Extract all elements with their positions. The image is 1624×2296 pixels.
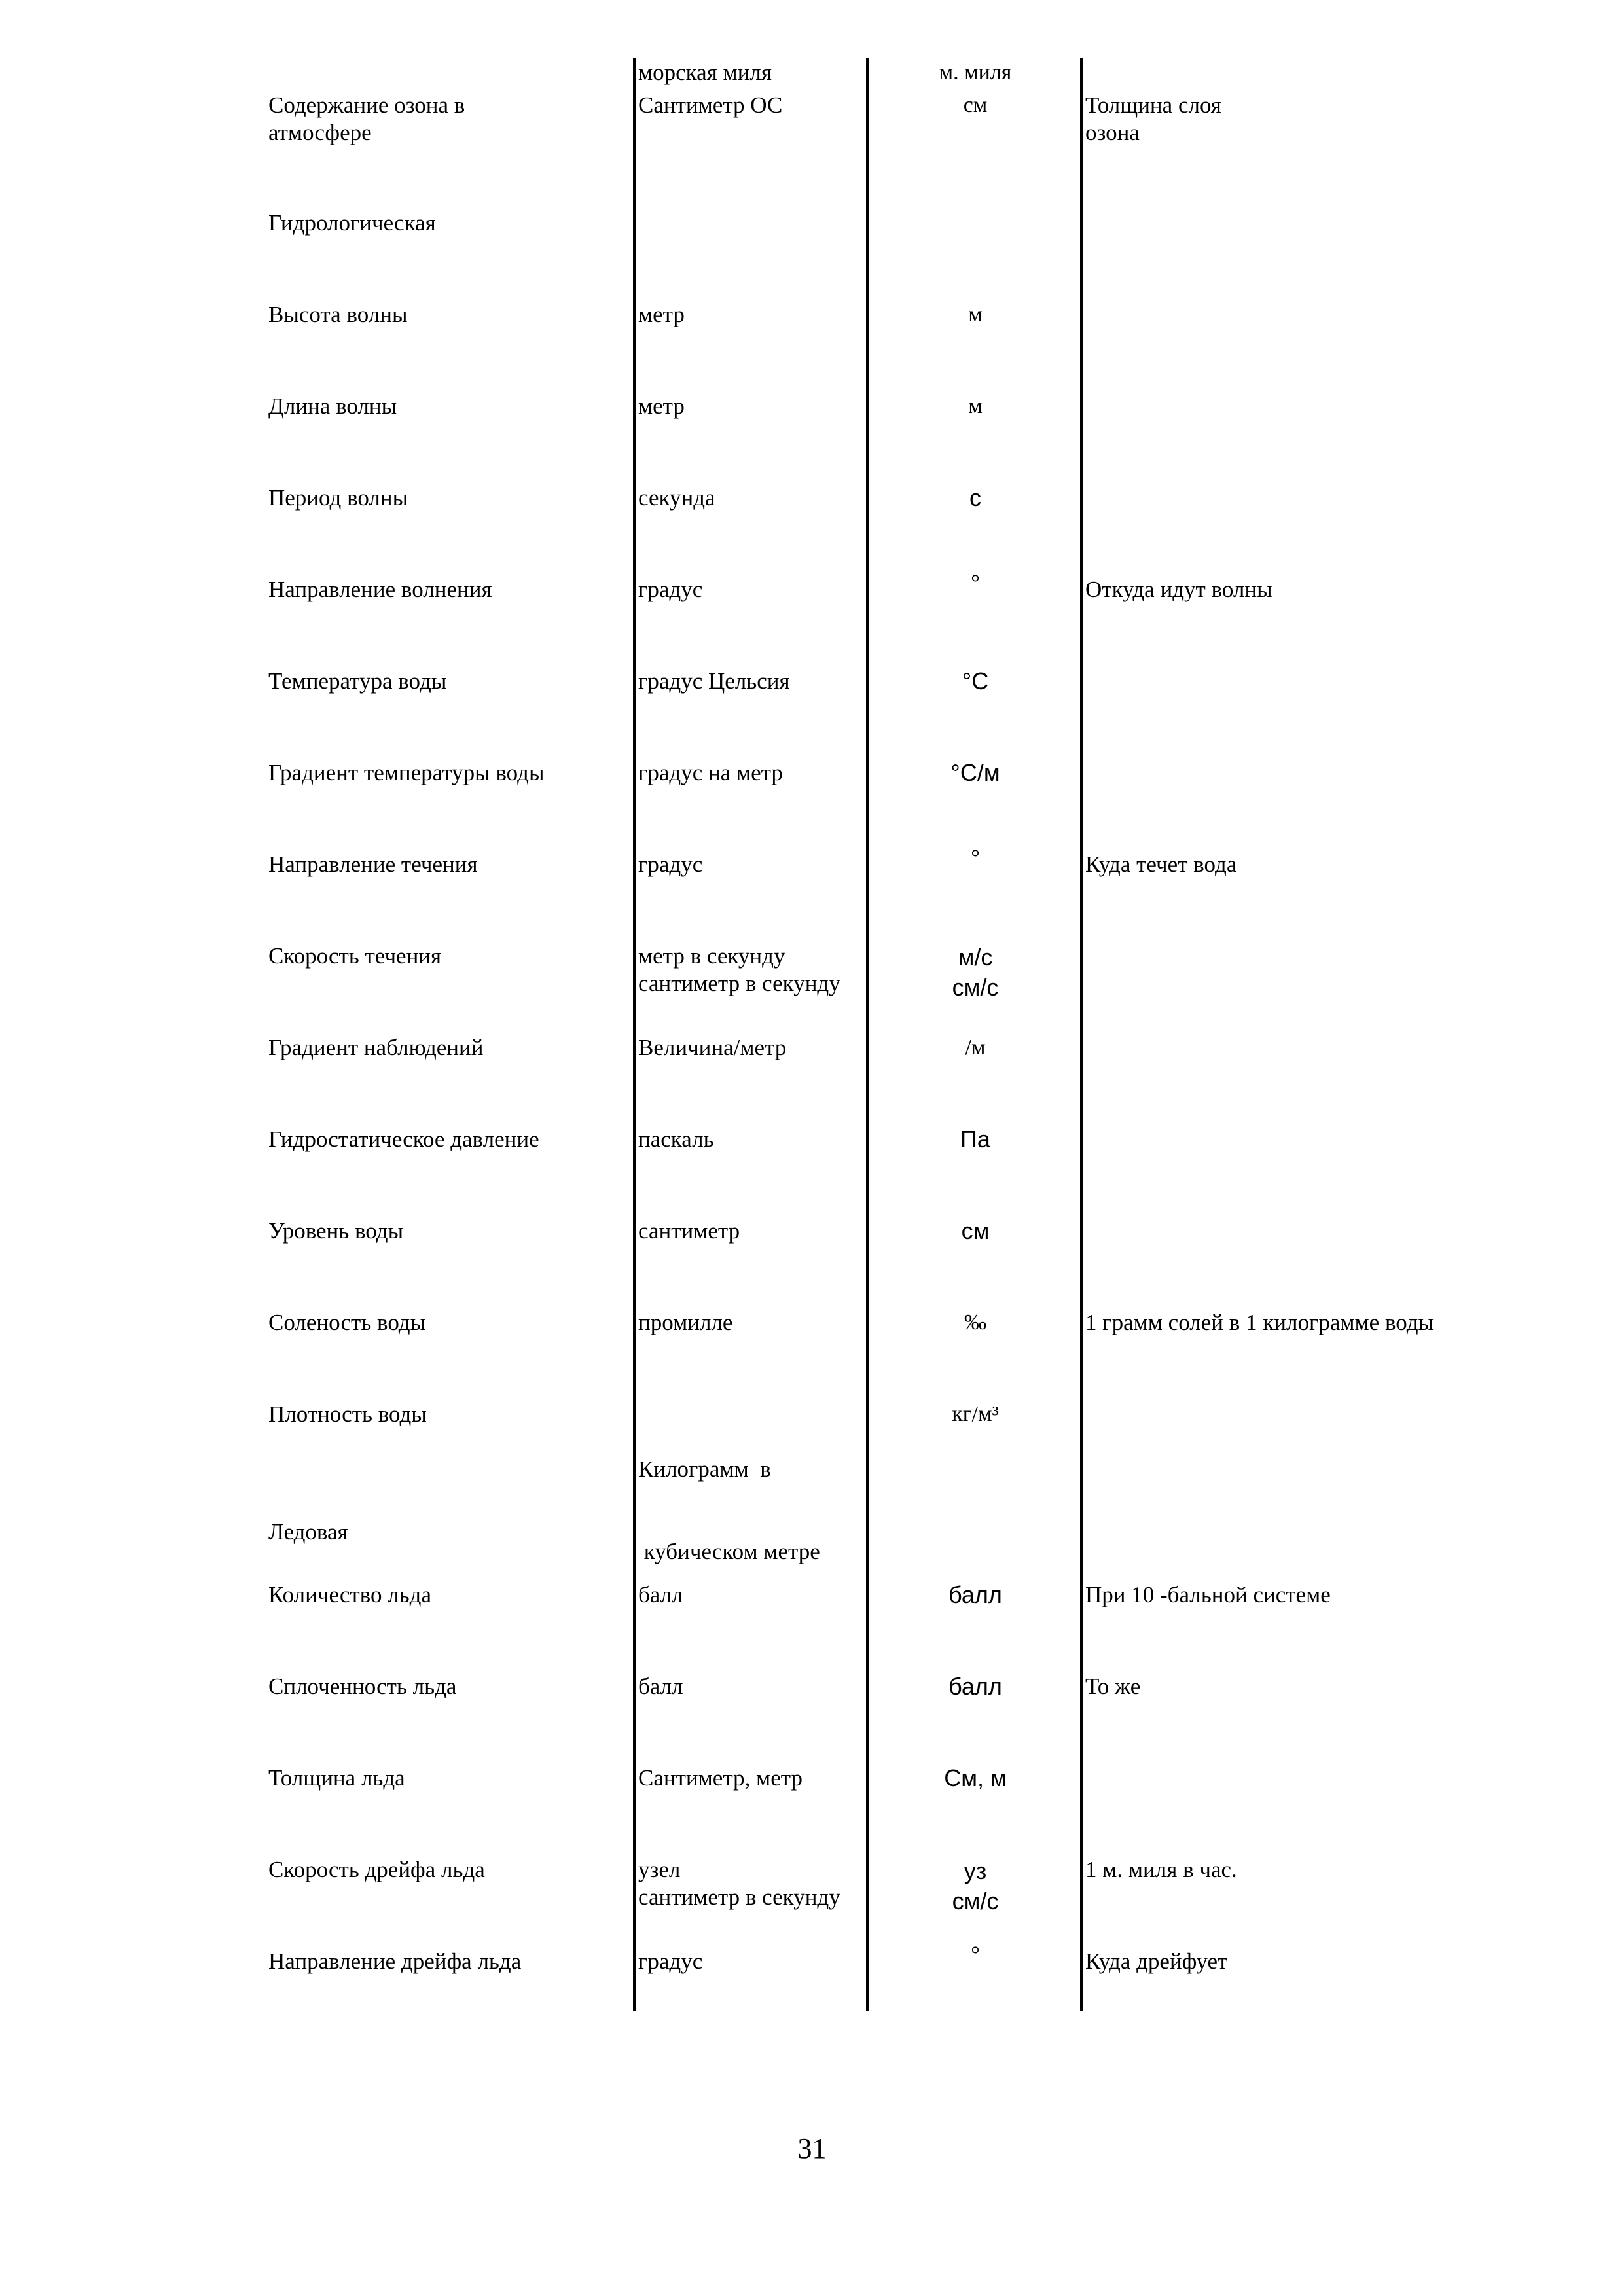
note-cell: При 10 -бальной системе (1085, 1582, 1331, 1607)
symbol-cell: кг/м³ (952, 1402, 999, 1426)
column-rule-1 (633, 58, 636, 2011)
parameter-cell: Содержание озона в атмосфере (268, 92, 465, 145)
symbol-cell: см (961, 1217, 990, 1244)
unit-cell: Килограмм в кубическом метре (638, 1456, 820, 1564)
unit-cell: балл (638, 1674, 683, 1699)
parameter-cell: Направление волнения (268, 577, 492, 602)
parameter-cell: Скорость течения (268, 943, 442, 969)
symbol-cell: м/с см/с (952, 944, 999, 1001)
symbol-cell: См, м (944, 1765, 1007, 1791)
symbol-cell: ‰ (964, 1310, 986, 1335)
note-cell: Куда дрейфует (1085, 1948, 1228, 1974)
unit-cell: узел сантиметр в секунду (638, 1857, 840, 1910)
column-rule-3 (1080, 58, 1083, 2011)
unit-cell: промилле (638, 1310, 733, 1335)
symbol-cell: м. миля (939, 60, 1012, 84)
note-cell: Куда течет вода (1085, 852, 1237, 877)
symbol-cell: /м (965, 1035, 986, 1060)
unit-cell: Сантиметр, метр (638, 1765, 803, 1791)
parameter-cell: Количество льда (268, 1582, 431, 1607)
parameter-cell: Скорость дрейфа льда (268, 1857, 485, 1882)
parameter-cell: Градиент температуры воды (268, 760, 545, 785)
parameter-cell: Сплоченность льда (268, 1674, 457, 1699)
parameter-cell: Гидростатическое давление (268, 1126, 539, 1152)
unit-cell: Сантиметр ОС (638, 92, 783, 118)
note-cell: То же (1085, 1674, 1141, 1699)
parameter-cell: Плотность воды (268, 1401, 427, 1427)
parameter-cell: Соленость воды (268, 1310, 426, 1335)
parameter-cell: Уровень воды (268, 1218, 404, 1244)
note-cell: Откуда идут волны (1085, 577, 1272, 602)
parameter-cell: Градиент наблюдений (268, 1035, 484, 1060)
column-rule-2 (866, 58, 869, 2011)
parameter-cell: Температура воды (268, 668, 447, 694)
unit-cell: сантиметр (638, 1218, 740, 1244)
symbol-cell: Па (960, 1126, 990, 1153)
note-cell: Толщина слоя озона (1085, 92, 1221, 145)
section-heading-hydrological: Гидрологическая (268, 210, 436, 236)
unit-cell: градус (638, 852, 703, 877)
unit-cell: градус Цельсия (638, 668, 790, 694)
parameter-cell: Длина волны (268, 393, 397, 419)
symbol-cell: уз см/с (952, 1857, 999, 1914)
page-number: 31 (797, 2132, 827, 2164)
symbol-cell: с (969, 484, 981, 511)
symbol-cell: балл (948, 1673, 1002, 1700)
parameter-cell: Направление дрейфа льда (268, 1948, 522, 1974)
unit-cell: градус на метр (638, 760, 783, 785)
parameter-cell: Толщина льда (268, 1765, 405, 1791)
symbol-cell: ° (971, 1943, 980, 1967)
note-cell: 1 м. миля в час. (1085, 1857, 1237, 1882)
unit-cell: секунда (638, 485, 715, 511)
symbol-cell: °С/м (950, 759, 1000, 786)
section-heading-ice: Ледовая (268, 1519, 348, 1545)
symbol-cell: ° (971, 846, 980, 870)
parameter-cell: Период волны (268, 485, 408, 511)
unit-cell: градус (638, 577, 703, 602)
symbol-cell: см (963, 93, 988, 117)
symbol-cell: м (968, 302, 983, 327)
unit-cell: Величина/метр (638, 1035, 787, 1060)
parameter-cell: Высота волны (268, 302, 408, 327)
symbol-cell: м (968, 394, 983, 418)
unit-cell: балл (638, 1582, 683, 1607)
unit-cell: метр (638, 302, 685, 327)
unit-cell: паскаль (638, 1126, 714, 1152)
note-cell: 1 грамм солей в 1 килограмме воды (1085, 1310, 1434, 1335)
parameter-cell: Направление течения (268, 852, 478, 877)
unit-cell: метр (638, 393, 685, 419)
unit-cell: морская миля (638, 60, 772, 85)
symbol-cell: °С (962, 668, 989, 694)
symbol-cell: ° (971, 571, 980, 595)
unit-cell: метр в секунду сантиметр в секунду (638, 943, 840, 996)
unit-cell: градус (638, 1948, 703, 1974)
symbol-cell: балл (948, 1581, 1002, 1608)
